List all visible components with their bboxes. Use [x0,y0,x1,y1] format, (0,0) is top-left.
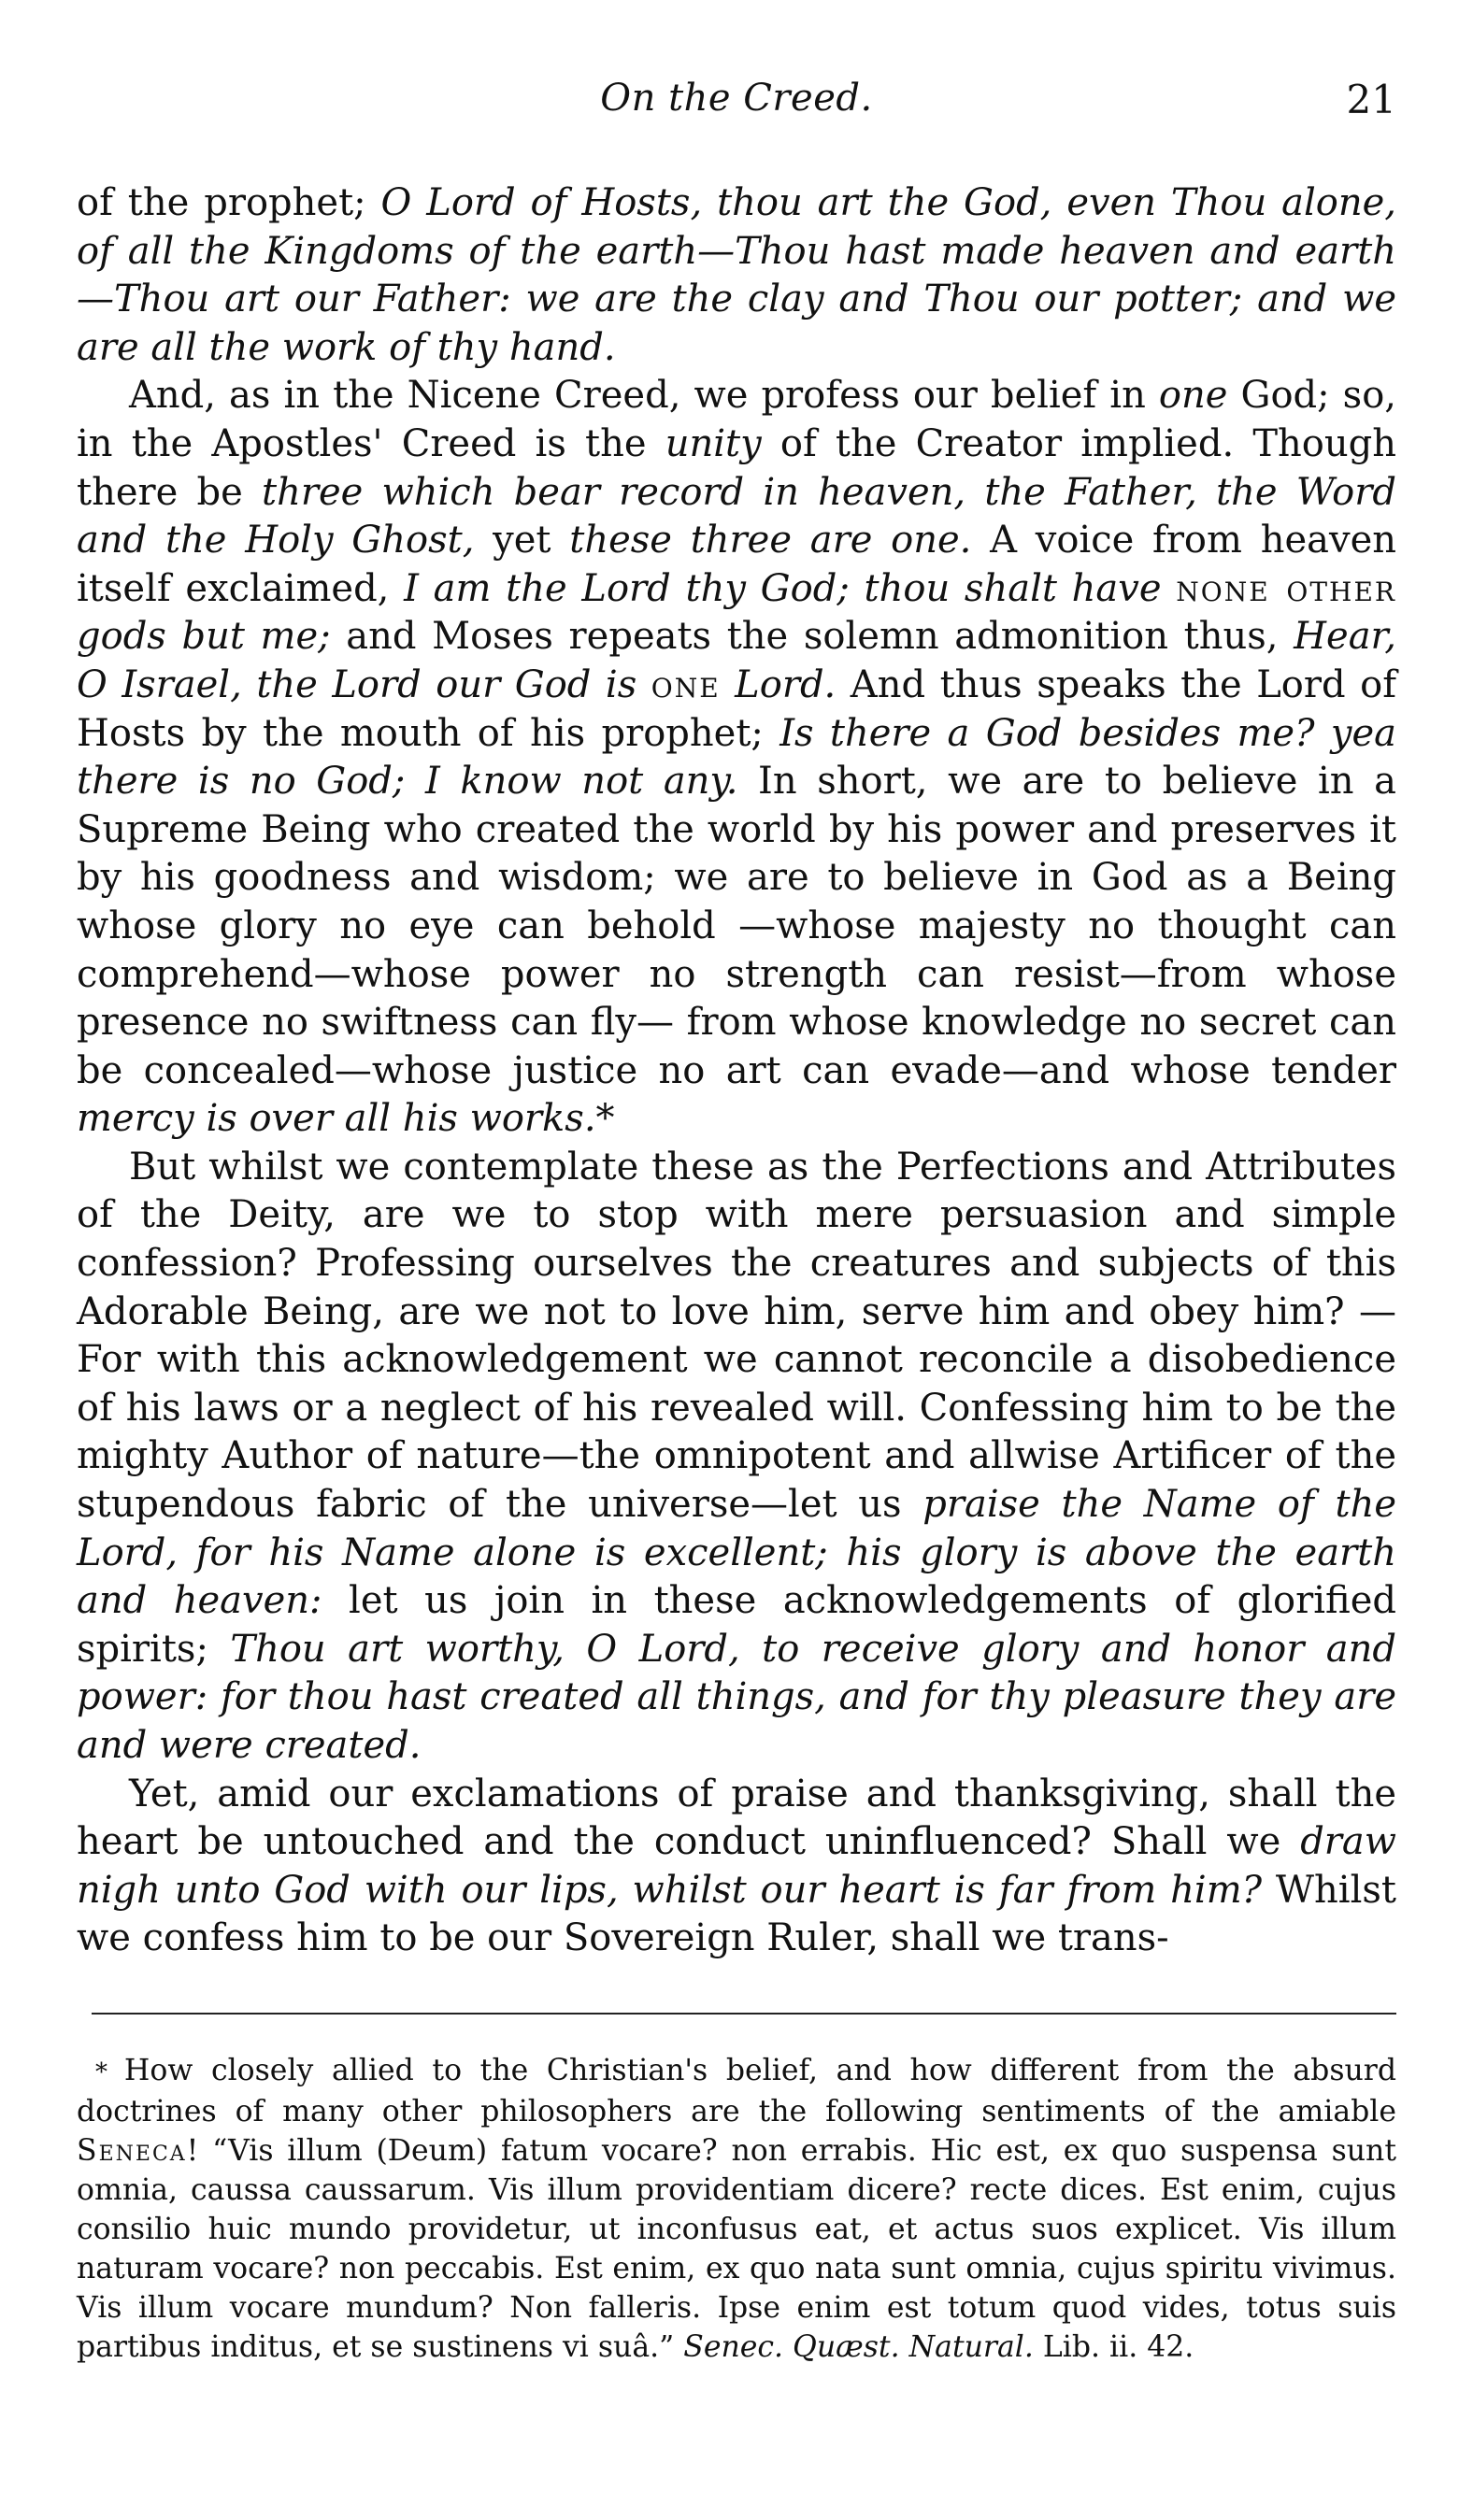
italic-run: draw nigh unto God with our lips, whilst our heart is far from him? [77,1820,1396,1912]
italic-run: three which bear record in heaven, the Father, the Word and the Holy Ghost, [77,470,1396,562]
text-run: yet [474,519,570,562]
page-header [77,77,1396,138]
small-caps-run: Seneca [77,2134,187,2168]
text-run: But whilst we contemplate these as the Perfections and Attributes of the Deity, are we to stop with mere persuasion and simple confession? Professing ourselves the creatures and subjects of this Adorable Being, are we not to love him, serve him and obey him? —For with this acknowledgement we cannot reconcile a disobedience of his laws or a neglect of his revealed will. Confessing him to be the mighty Author of nature—the omnipotent and allwise Artificer of the stupendous fabric of the universe—let us [77,1145,1396,1527]
italic-run: Lord. [720,662,837,706]
italic-run: O Lord of Hosts, thou art the God, even Thou alone, of all the Kingdoms of the earth—Thou hast made heaven and earth—Thou art our Father: we are the clay and Thou our potter; and we are all the work of thy hand. [77,181,1397,369]
footnote-rule [92,2013,1396,2015]
italic-run: Thou art worthy, O Lord, to receive glory and honor and power: for thou hast created all things, and for thy pleasure they are and were created. [77,1627,1397,1767]
paragraph [77,179,1396,372]
italic-run: mercy is over all his works. [77,1097,596,1141]
paragraph [77,1144,1396,1771]
italic-run: praise the Name of the Lord, for his Name alone is excellent; his glory is above the earth and heaven: [77,1483,1396,1623]
footnote-paragraph [77,2051,1396,2367]
text-run: In short, we are to believe in a Supreme Being who created the world by his power and preserves it by his goodness and wisdom; we are to believe in God as a Being whose glory no eye can behold —whose majesty no thought can comprehend—whose power no strength can resist—from whose presence no swiftness can fly— from whose knowledge no secret can be concealed—whose justice no art can evade—and whose tender [77,760,1396,1092]
text-run: And thus speaks the Lord of Hosts by the mouth of his prophet; [77,662,1396,755]
italic-run: I am the Lord thy God; thou shalt have [404,566,1177,610]
small-caps-run: none other [1176,566,1396,610]
page-number: 21 [1346,77,1396,122]
text-run: * [595,1097,615,1141]
italic-run: these three are one. [569,519,972,562]
italic-run: one [1158,374,1228,418]
italic-run: Is there a God besides me? yea there is no God; I know not any. [77,711,1396,804]
italic-run: unity [665,421,762,465]
running-title: On the Creed. [600,77,873,120]
text-run: let us join in these acknowledgements of glorified spirits; [77,1579,1396,1671]
footnote-marker: * [95,2058,124,2086]
text-run: And, as in the Nicene Creed, we profess our belief in [129,374,1159,418]
italic-run: Hear, O Israel, the Lord our God is [77,615,1396,706]
italic-run: gods but me; [77,615,331,659]
text-run: of the prophet; [77,181,381,224]
text-run: of the Creator implied. Though there be [77,421,1396,514]
text-run: Whilst we confess him to be our Sovereign Ruler, shall we trans- [77,1868,1396,1960]
body-text [77,179,1396,1963]
text-run: Lib. ii. 42. [1033,2330,1194,2364]
paragraph [77,1771,1396,1963]
text-run: Yet, amid our exclamations of praise and thanksgiving, shall the heart be untouched and the conduct uninfluenced? Shall we [77,1772,1396,1864]
text-run: God; so, in the Apostles' Creed is the [77,374,1396,465]
footnote [77,2051,1396,2367]
text-run: How closely allied to the Christian's belief, and how different from the absurd doctrines of many other philosophers are the following sentiments of the amiable [77,2054,1397,2128]
paragraph [77,372,1396,1144]
text-run: A voice from heaven itself exclaimed, [77,519,1397,610]
text-run: ! “Vis illum (Deum) fatum vocare? non errabis. Hic est, ex quo suspensa sunt omnia, caussa caussarum. Vis illum providentiam dicere? recte dices. Est enim, cujus consilio huic mundo providetur, ut inconfusus eat, et actus suos explicet. Vis illum naturam vocare? non peccabis. Est enim, ex quo nata sunt omnia, cujus spiritu vivimus. Vis illum vocare mundum? Non falleris. Ipse enim est totum quod vides, totus suis partibus inditus, et se sustinens vi suâ.” [77,2134,1396,2364]
italic-run: Senec. Quæst. Natural. [683,2330,1034,2364]
small-caps-run: one [651,662,721,706]
text-run: and Moses repeats the solemn admonition thus, [330,615,1294,659]
